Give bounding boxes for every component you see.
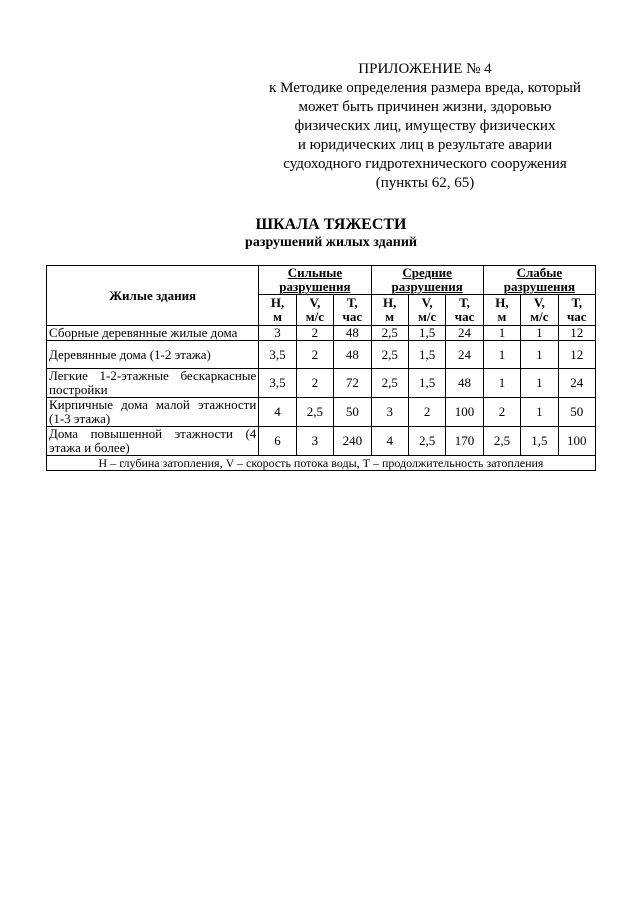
value-cell: 240 [334,427,371,456]
building-type-cell: Деревянные дома (1-2 этажа) [47,341,259,369]
value-cell: 50 [558,398,595,427]
subheader-cell: V, м/с [521,295,558,326]
subheader-cell: Т, час [334,295,371,326]
building-type-cell: Кирпичные дома малой этажности (1-3 этажа) [47,398,259,427]
subheader-cell: V, м/с [408,295,445,326]
title-sub: разрушений жилых зданий [245,235,417,250]
col-header-buildings: Жилые здания [47,266,259,326]
value-cell: 2 [483,398,520,427]
table-row [47,369,596,398]
subheader-cell: Н, м [371,295,408,326]
subheader-cell: Т, час [446,295,483,326]
table-row [47,398,596,427]
value-cell: 48 [446,369,483,398]
value-cell: 24 [446,341,483,369]
building-type-cell: Сборные деревянные жилые дома [47,326,259,341]
value-cell: 2 [296,326,333,341]
value-cell: 2,5 [296,398,333,427]
document-title [0,216,640,252]
appendix-ref-line-3: физических лиц, имуществу физических [294,118,556,134]
value-cell: 1 [521,398,558,427]
appendix-points: (пункты 62, 65) [375,175,475,191]
value-cell: 100 [446,398,483,427]
value-cell: 24 [558,369,595,398]
value-cell: 48 [334,341,371,369]
value-cell: 1,5 [408,369,445,398]
value-cell: 1,5 [408,341,445,369]
table-row [47,427,596,456]
appendix-header [255,60,595,193]
value-cell: 2 [296,369,333,398]
building-type-cell: Дома повышенной этажности (4 этажа и более) [47,427,259,456]
value-cell: 6 [259,427,296,456]
value-cell: 3,5 [259,369,296,398]
value-cell: 1 [521,341,558,369]
value-cell: 1 [521,369,558,398]
value-cell: 2,5 [483,427,520,456]
value-cell: 72 [334,369,371,398]
value-cell: 3,5 [259,341,296,369]
value-cell: 170 [446,427,483,456]
title-main: ШКАЛА ТЯЖЕСТИ [255,216,407,233]
appendix-ref-line-4: и юридических лиц в результате аварии [297,137,553,153]
value-cell: 2,5 [371,326,408,341]
value-cell: 12 [558,326,595,341]
appendix-ref-line-5: судоходного гидротехнического сооружения [283,156,567,172]
value-cell: 4 [371,427,408,456]
table-row [47,326,596,341]
value-cell: 3 [259,326,296,341]
value-cell: 1 [521,326,558,341]
value-cell: 2,5 [408,427,445,456]
group-header-severe: Сильные разрушения [259,266,371,295]
group-header-weak: Слабые разрушения [483,266,595,295]
value-cell: 50 [334,398,371,427]
subheader-cell: Н, м [483,295,520,326]
value-cell: 1,5 [408,326,445,341]
value-cell: 48 [334,326,371,341]
value-cell: 100 [558,427,595,456]
table-row [47,341,596,369]
value-cell: 1 [483,326,520,341]
value-cell: 1 [483,341,520,369]
subheader-cell: Н, м [259,295,296,326]
damage-scale-table [46,265,596,471]
value-cell: 1 [483,369,520,398]
table-footnote: Н – глубина затопления, V – скорость потока воды, Т – продолжительность затопления [47,456,596,471]
value-cell: 24 [446,326,483,341]
value-cell: 3 [371,398,408,427]
value-cell: 2 [296,341,333,369]
value-cell: 2 [408,398,445,427]
group-header-medium: Средние разрушения [371,266,483,295]
appendix-number: ПРИЛОЖЕНИЕ № 4 [358,61,492,77]
subheader-cell: Т, час [558,295,595,326]
value-cell: 2,5 [371,341,408,369]
value-cell: 2,5 [371,369,408,398]
value-cell: 4 [259,398,296,427]
appendix-ref-line-1: к Методике определения размера вреда, который [269,80,581,96]
value-cell: 3 [296,427,333,456]
subheader-cell: V, м/с [296,295,333,326]
value-cell: 12 [558,341,595,369]
appendix-ref-line-2: может быть причинен жизни, здоровью [298,99,552,115]
value-cell: 1,5 [521,427,558,456]
building-type-cell: Легкие 1-2-этажные бескаркасные постройки [47,369,259,398]
